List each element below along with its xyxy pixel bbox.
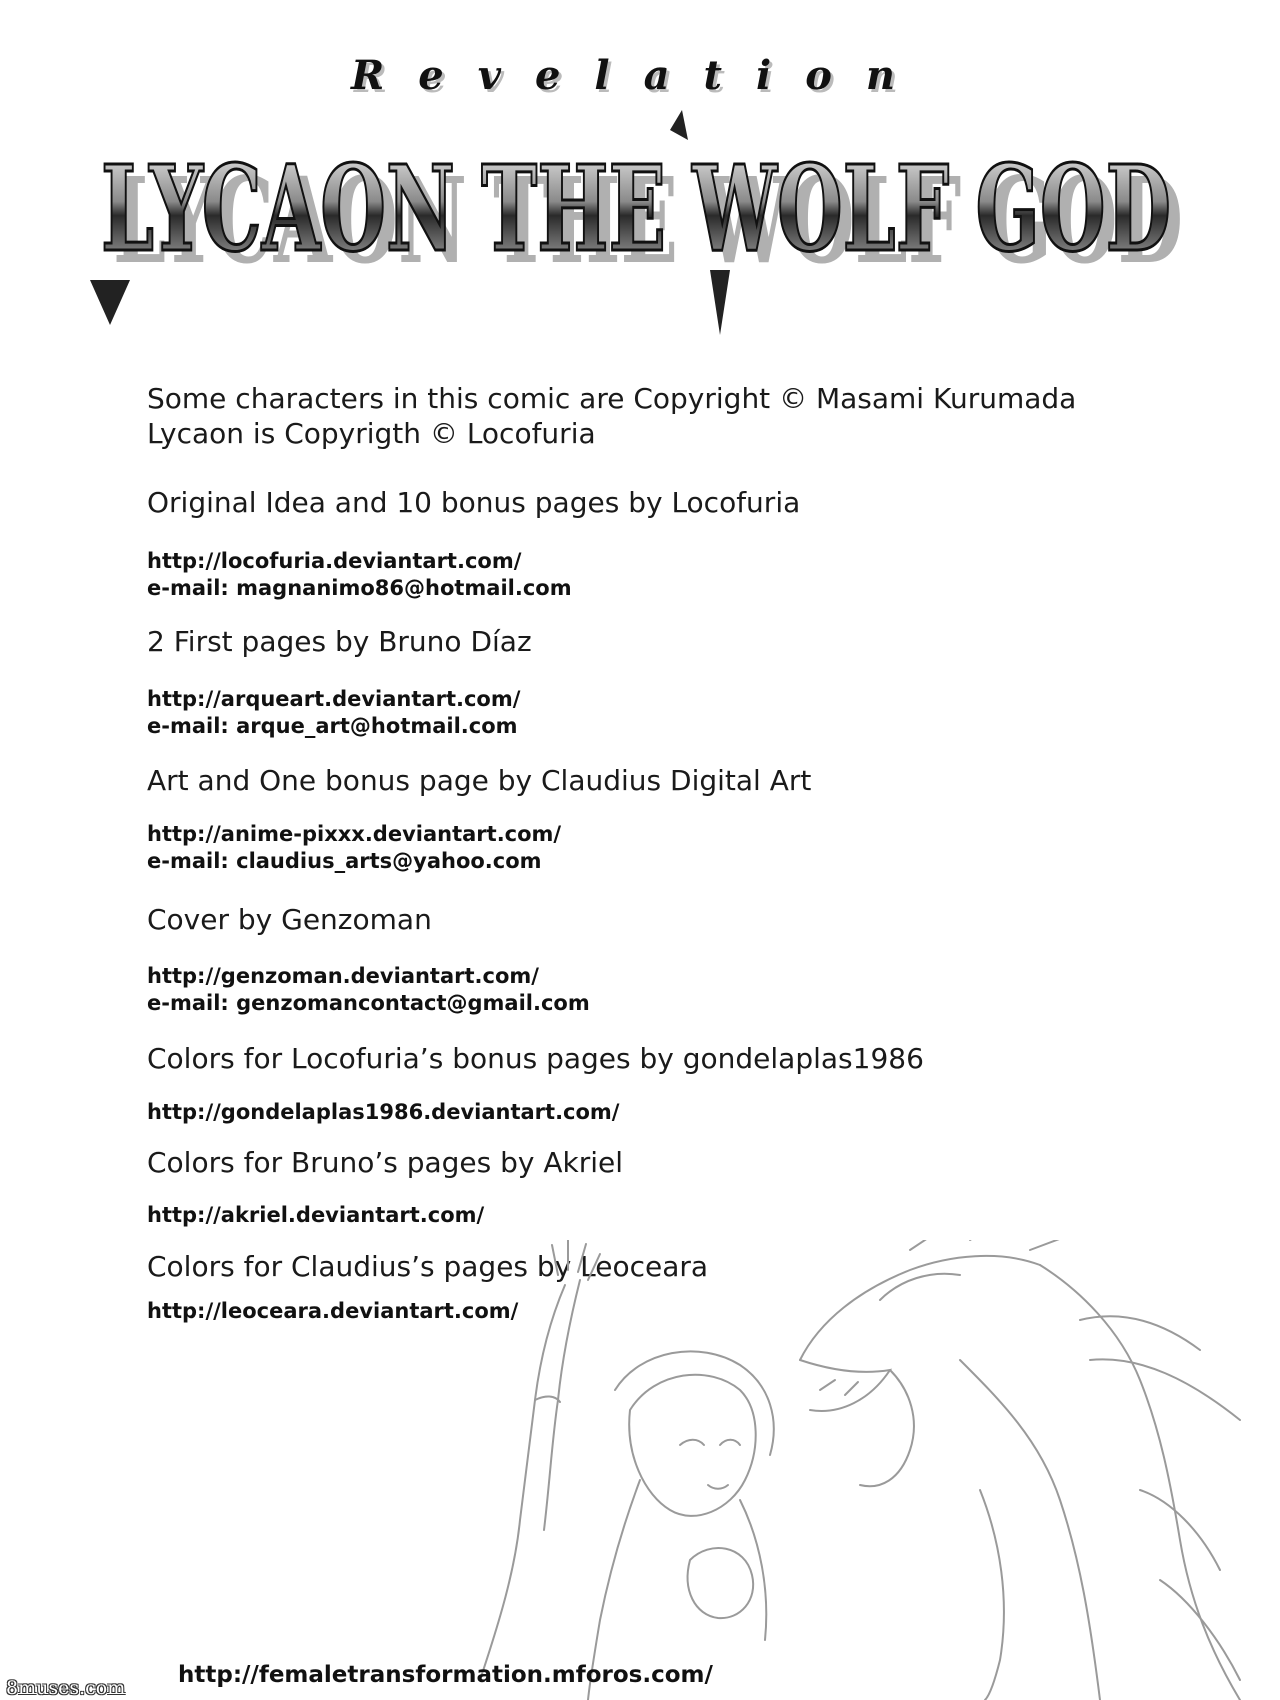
credit-locofuria-title: Original Idea and 10 bonus pages by Locofuria (147, 486, 801, 519)
credit-colors-locofuria-url[interactable]: http://gondelaplas1986.deviantart.com/ (147, 1100, 620, 1124)
credit-locofuria-email[interactable]: e-mail: magnanimo86@hotmail.com (147, 576, 572, 600)
title-logo-text: LYCAON THE WOLF GOD (101, 139, 1171, 278)
footer-url[interactable]: http://femaletransformation.mforos.com/ (178, 1662, 713, 1688)
credit-claudius-url[interactable]: http://anime-pixxx.deviantart.com/ (147, 822, 562, 846)
credit-bruno-title: 2 First pages by Bruno Díaz (147, 625, 532, 658)
wolf-and-woman-sketch (440, 1240, 1280, 1700)
credit-bruno-url[interactable]: http://arqueart.deviantart.com/ (147, 687, 521, 711)
subtitle: Revelation (351, 52, 929, 99)
title-logo-shadow: LYCAON THE WOLF GOD (113, 151, 1183, 290)
credit-colors-bruno-url[interactable]: http://akriel.deviantart.com/ (147, 1203, 485, 1227)
credit-colors-claudius-title: Colors for Claudius’s pages by Leoceara (147, 1250, 709, 1283)
copyright-line-1: Some characters in this comic are Copyright © Masami Kurumada (147, 382, 1077, 415)
credit-colors-claudius-url[interactable]: http://leoceara.deviantart.com/ (147, 1299, 519, 1323)
credit-cover-email[interactable]: e-mail: genzomancontact@gmail.com (147, 991, 590, 1015)
credit-cover-url[interactable]: http://genzoman.deviantart.com/ (147, 964, 539, 988)
credit-colors-locofuria-title: Colors for Locofuria’s bonus pages by gondelaplas1986 (147, 1042, 924, 1075)
credit-colors-bruno-title: Colors for Bruno’s pages by Akriel (147, 1146, 624, 1179)
credit-claudius-title: Art and One bonus page by Claudius Digital Art (147, 764, 812, 797)
credit-locofuria-url[interactable]: http://locofuria.deviantart.com/ (147, 549, 522, 573)
copyright-line-2: Lycaon is Copyrigth © Locofuria (147, 417, 596, 450)
credit-claudius-email[interactable]: e-mail: claudius_arts@yahoo.com (147, 849, 542, 873)
watermark: 8muses.com (6, 1677, 126, 1699)
credit-cover-title: Cover by Genzoman (147, 903, 432, 936)
credit-bruno-email[interactable]: e-mail: arque_art@hotmail.com (147, 714, 518, 738)
title-logo (70, 110, 1210, 340)
